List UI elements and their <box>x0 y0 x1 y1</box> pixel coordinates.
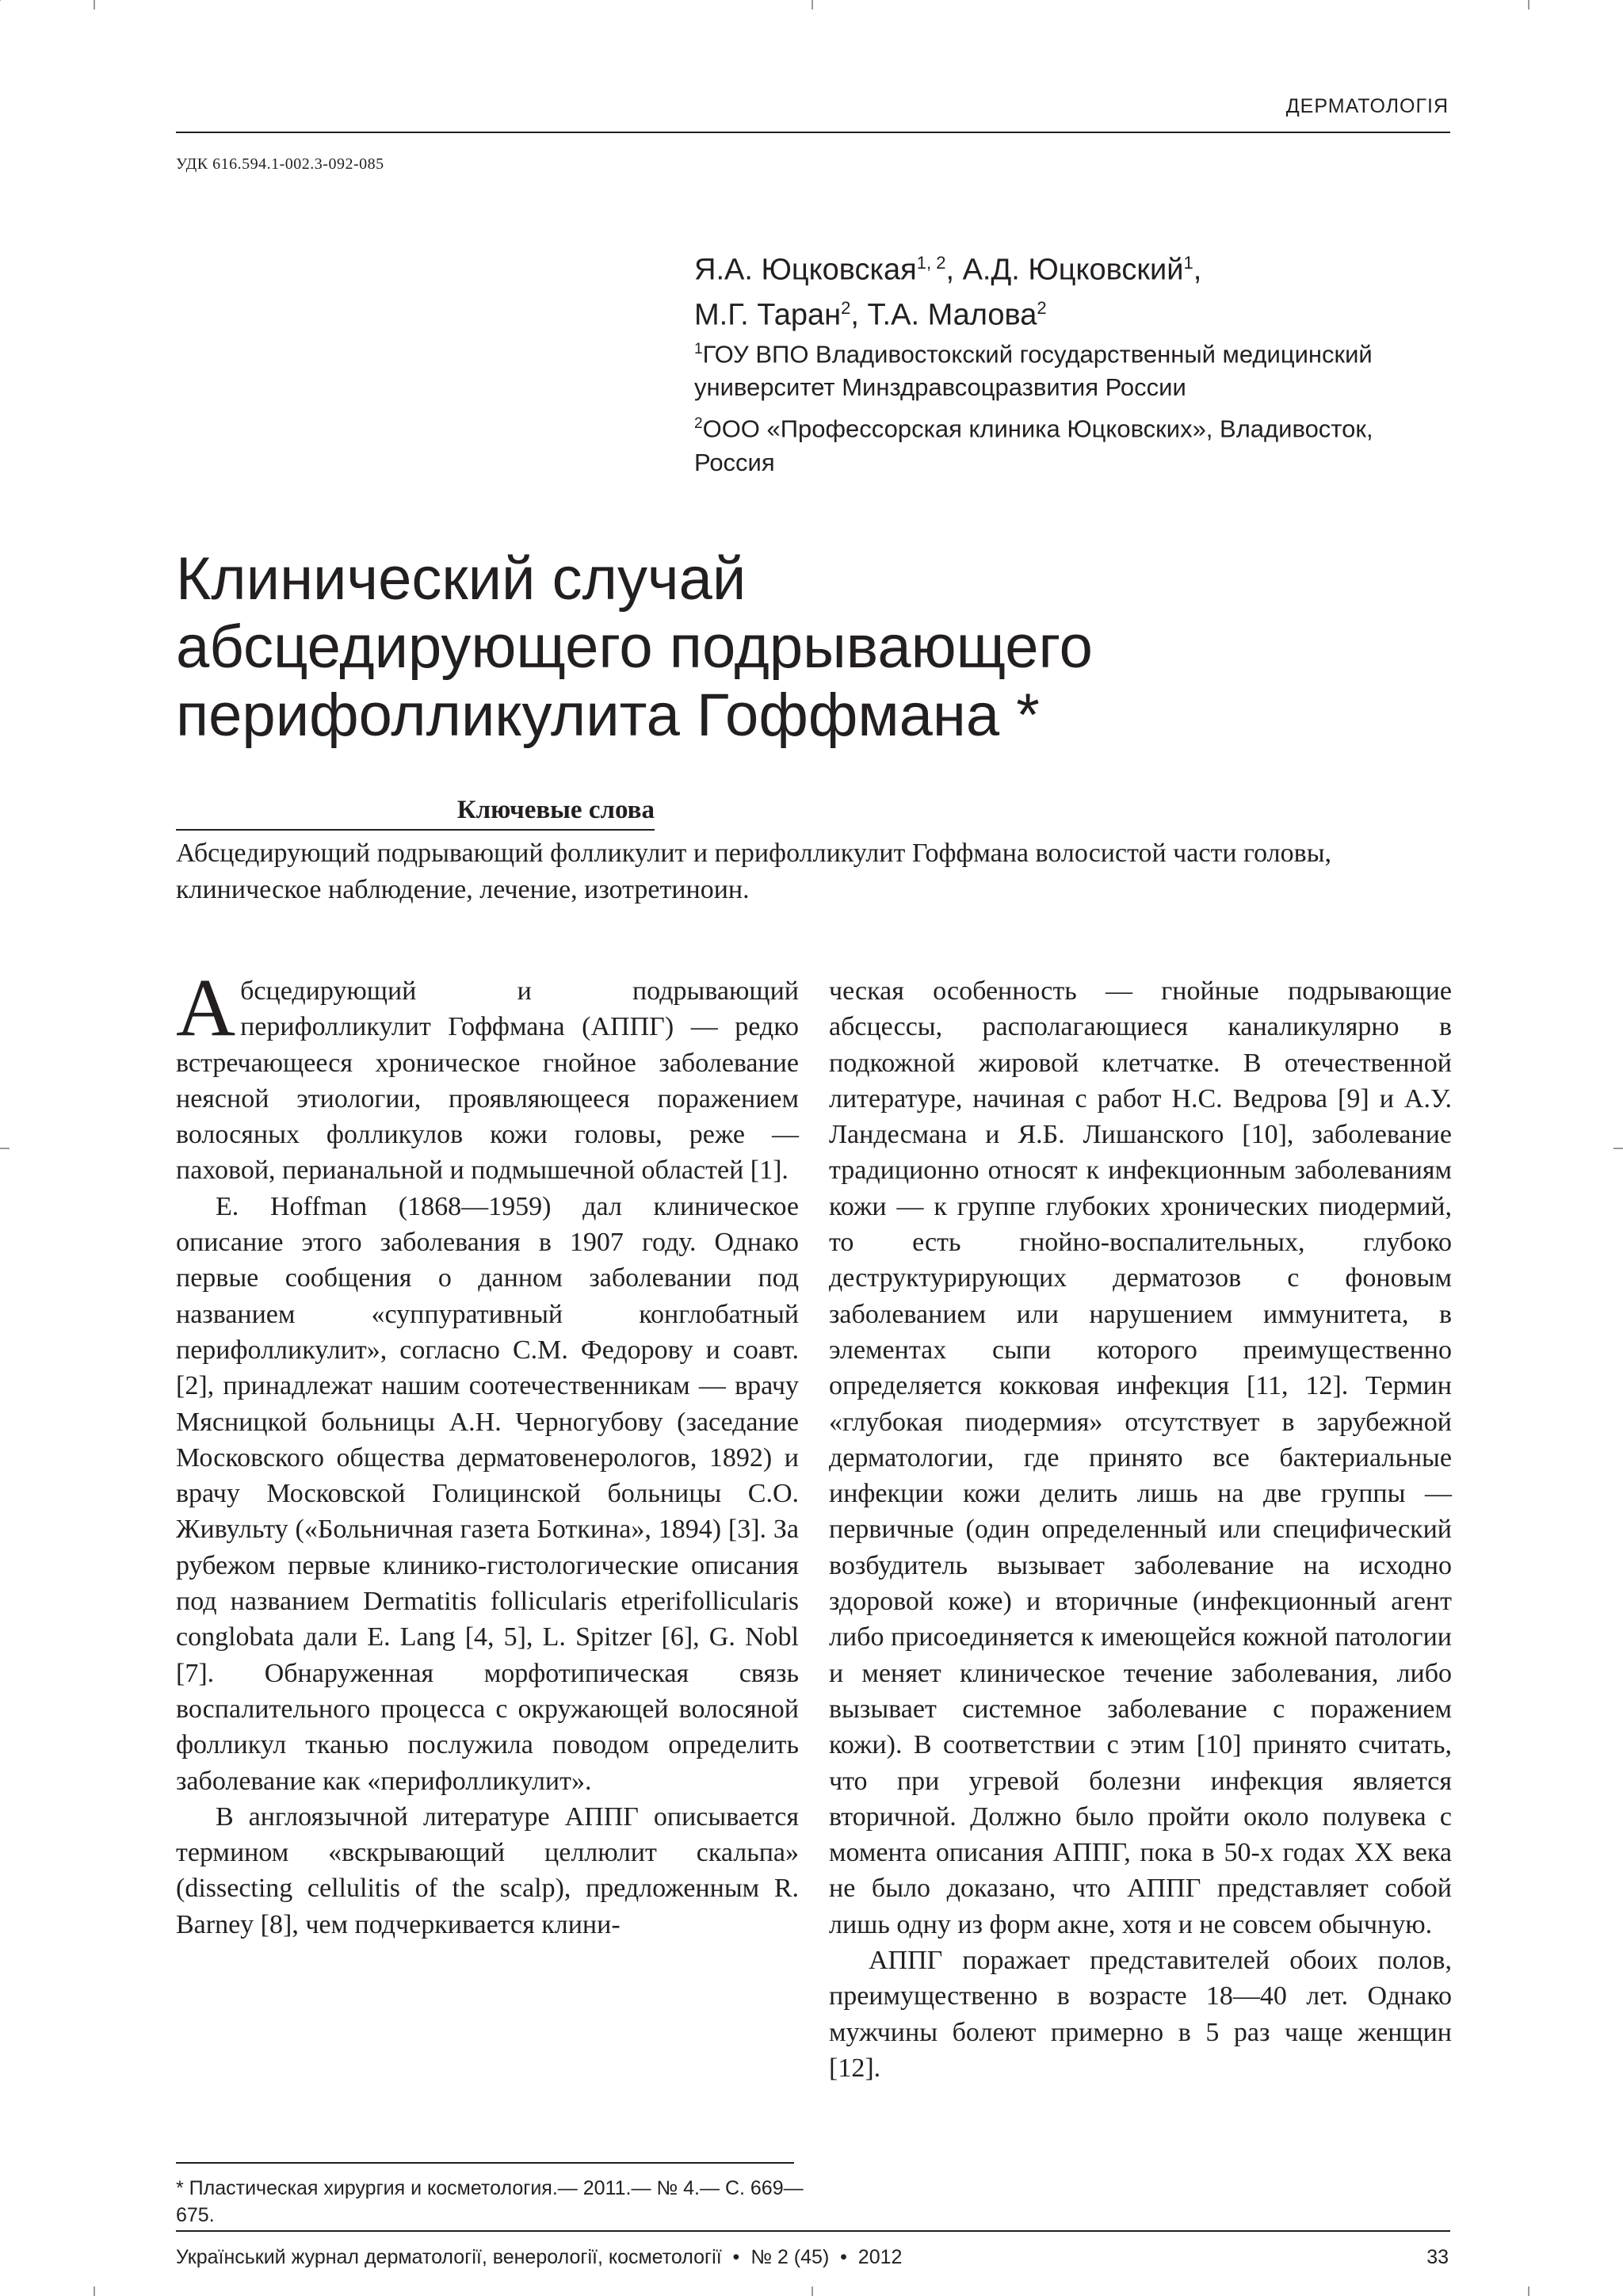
body-paragraph: ческая особенность — гнойные подрывающие абсцессы, располагающиеся каналикулярно в подкожной жировой клетчатке. В отечественной литературе, начиная с работ Н.С. Ведрова [9] и А.У. Ландесмана и Я.Б. Лишанского [10], заболевание традиционно относят к инфекционным заболеваниям кожи — к группе глубоких хронических пиодермий, то есть гнойно-воспалительных, глубоко деструктурирующих дерматозов с фоновым заболеванием или нарушением иммунитета, в элементах сыпи которого преимущественно определяется кокковая инфекция [11, 12]. Термин «глубокая пиодермия» отсутствует в зарубежной дерматологии, где принято все бактериальные инфекции кожи делить лишь на две группы — первичные (один определенный или специфический возбудитель вызывает заболевание на исходно здоровой коже) и вторичные (инфекционный агент либо присоединяется к имеющейся кожной патологии и меняет клиническое течение заболевания, либо вызывает системное заболевание с поражением кожи). В соответствии с этим [10] принято считать, что при угревой болезни инфекция является вторичной. Должно было пройти около полувека с момента описания АППГ, пока в 50-х годах XX века не было доказано, что АППГ представляет собой лишь одну из форм акне, хотя и не совсем обычную. <box>829 976 1452 1939</box>
crop-mark <box>1613 1148 1623 1149</box>
body-paragraph: В англоязычной литературе АППГ описывается термином «вскрывающий целлюлит скальпа» (dissecting cellulitis of the scalp), предложенным R. Barney [8], чем подчеркивается клини- <box>176 1801 799 1939</box>
title-line: Клинический случай <box>176 545 747 613</box>
title-line: перифолликулита Гоффмана * <box>176 682 1040 749</box>
affiliation: $^2$ООО «Профессорская клиника Юцковских», Владивосток, Россия <box>694 415 1373 476</box>
article-title <box>176 545 1093 750</box>
author-line: Я.А. Юцковская$^{1, 2}$, А.Д. Юцковский$^1$, <box>694 253 1202 287</box>
affiliation: $^1$ГОУ ВПО Владивостокский государственный медицинский университет Минздравсоцразвития России <box>694 340 1373 402</box>
title-line: абсцедирующего подрывающего <box>176 613 1093 681</box>
title-footnote-mark: * <box>999 682 1040 749</box>
author-name: Т.А. Малова <box>867 298 1037 332</box>
body-column-left <box>176 962 799 1943</box>
crop-mark <box>0 0 1 1</box>
affiliation-list <box>694 333 1423 483</box>
crop-mark <box>94 2286 95 2296</box>
footnote-rule <box>176 2162 794 2164</box>
author-line: М.Г. Таран$^2$, Т.А. Малова$^2$ <box>694 297 1047 332</box>
author-affil-ref: 2 <box>841 297 851 318</box>
body-paragraph: АППГ поражает представителей обоих полов, преимущественно в возрасте 18—40 лет. Однако мужчины болеют примерно в 5 раз чаще женщин [12]. <box>829 1946 1452 2083</box>
author-name: А.Д. Юцковский <box>962 253 1184 287</box>
header-rule <box>176 132 1450 133</box>
drop-cap: А <box>176 962 236 1053</box>
keywords-text: Абсцедирующий подрывающий фолликулит и перифолликулит Гоффмана волосистой части головы, клиническое наблюдение, лечение, изотретиноин. <box>176 839 1332 904</box>
author-affil-ref: 2 <box>1037 297 1047 318</box>
udc-code: УДК 616.594.1-002.3-092-085 <box>176 155 384 173</box>
keywords-rule <box>176 829 655 831</box>
crop-mark <box>812 0 813 10</box>
crop-mark <box>1528 2286 1529 2296</box>
footer-rule <box>176 2230 1450 2232</box>
body-column-right <box>829 973 1452 2086</box>
crop-mark <box>812 2286 813 2296</box>
body-paragraph: Абсцедирующий и подрывающий перифолликулит Гоффмана (АППГ) — редко встречающееся хроническое гнойное заболевание неясной этиологии, проявляющееся поражением волосяных фолликулов кожи головы, реже — паховой, перианальной и подмышечной областей [1]. <box>176 962 799 1186</box>
footer-journal-name: Український журнал дерматології, венерології, косметології • № 2 (45) • 2012 <box>176 2246 903 2268</box>
author-affil-ref: 1 <box>1183 253 1193 273</box>
page-number: 33 <box>1426 2246 1449 2268</box>
running-head-section: ДЕРМАТОЛОГІЯ <box>1285 95 1449 117</box>
footnote: * Пластическая хирургия и косметология.— 2011.— № 4.— С. 669—675. <box>176 2177 804 2226</box>
crop-mark <box>94 0 95 10</box>
keywords-heading: Ключевые слова <box>456 796 655 824</box>
crop-mark <box>0 1148 10 1149</box>
author-list <box>694 244 1201 334</box>
body-paragraph: E. Hoffman (1868—1959) дал клиническое описание этого заболевания в 1907 году. Однако первые сообщения о данном заболевании под названием «суппуративный конглобатный перифолликулит», согласно С.М. Федорову и соавт. [2], принадлежат нашим соотечественникам — врачу Мясницкой больницы А.Н. Черногубову (заседание Московского общества дерматовенерологов, 1892) и врачу Московской Голицинской больницы С.О. Живульту («Больничная газета Боткина», 1894) [3]. За рубежом первые клинико-гистологические описания под названием Dermatitis follicularis etperifollicularis conglobata дали E. Lang [4, 5], L. Spitzer [6], G. Nobl [7]. Обнаруженная морфотипическая связь воспалительного процесса с окружающей волосяной фолликул тканью послужила поводом определить заболевание как «перифолликулит». <box>176 1191 799 1796</box>
author-name: Я.А. Юцковская <box>694 253 917 287</box>
author-affil-ref: 1, 2 <box>916 253 946 273</box>
author-name: М.Г. Таран <box>694 298 842 332</box>
crop-mark <box>1528 0 1529 10</box>
